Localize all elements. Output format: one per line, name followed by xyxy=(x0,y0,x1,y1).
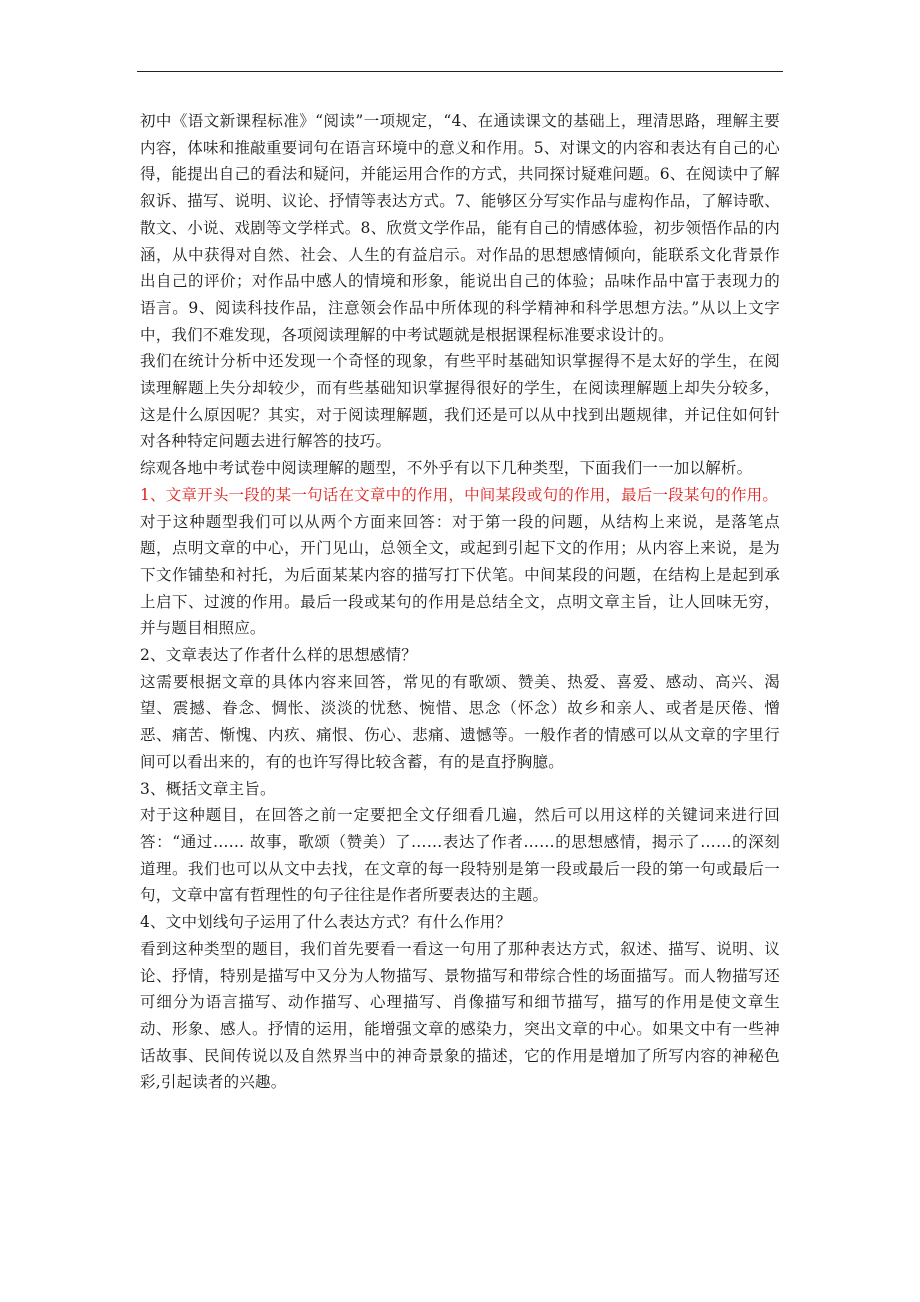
question-type-3-heading: 3、概括文章主旨。 xyxy=(140,779,276,798)
document-body xyxy=(140,108,780,1096)
question-type-2-heading: 2、文章表达了作者什么样的思想感情？ xyxy=(140,646,417,665)
question-type-4-heading: 4、文中划线句子运用了什么表达方式？有什么作用？ xyxy=(140,913,512,932)
paragraph-observation: 我们在统计分析中还发现一个奇怪的现象，有些平时基础知识掌握得不是太好的学生，在阅读理解题上失分却较少，而有些基础知识掌握得很好的学生，在阅读理解题上却失分较多，这是什么原因呢？其实，对于阅读理解题，我们还是可以从中找到出题规律，并记住如何针对各种特定问题去进行解答的技巧。 xyxy=(140,352,780,451)
paragraph-standard-quote: 初中《语文新课程标准》“阅读”一项规定，“4、在通读课文的基础上，理清思路，理解主要内容，体味和推敲重要词句在语言环境中的意义和作用。5、对课文的内容和表达有自己的心得，能提出自己的看法和疑问，并能运用合作的方式，共同探讨疑难问题。6、在阅读中了解叙诉、描写、说明、议论、抒情等表达方式。7、能够区分写实作品与虚构作品，了解诗歌、散文、小说、戏剧等文学样式。8、欣赏文学作品，能有自己的情感体验，初步领悟作品的内涵，从中获得对自然、社会、人生的有益启示。对作品的思想感情倾向，能联系文化背景作出自己的评价；对作品中感人的情境和形象，能说出自己的体验；品味作品中富于表现力的语言。9、阅读科技作品，注意领会作品中所体现的科学精神和科学思想方法。”从以上文字中，我们不难发现，各项阅读理解的中考试题就是根据课程标准要求设计的。 xyxy=(140,112,780,344)
question-type-4-answer: 看到这种类型的题目，我们首先要看一看这一句用了那种表达方式，叙述、描写、说明、议论、抒情，特别是描写中又分为人物描写、景物描写和带综合性的场面描写。而人物描写还可细分为语言描写、动作描写、心理描写、肖像描写和细节描写，描写的作用是使文章生动、形象、感人。抒情的运用，能增强文章的感染力，突出文章的中心。如果文中有一些神话故事、民间传说以及自然界当中的神奇景象的描述，它的作用是增加了所写内容的神秘色彩,引起读者的兴趣。 xyxy=(140,939,780,1092)
question-type-2-answer: 这需要根据文章的具体内容来回答，常见的有歌颂、赞美、热爱、喜爱、感动、高兴、渴望、震撼、眷念、惆怅、淡淡的忧愁、惋惜、思念（怀念）故乡和亲人、或者是厌倦、憎恶、痛苦、惭愧、内疚、痛恨、伤心、悲痛、遗憾等。一般作者的情感可以从文章的字里行间可以看出来的，有的也许写得比较含蓄，有的是直抒胸臆。 xyxy=(140,672,780,771)
question-type-1-answer: 对于这种题型我们可以从两个方面来回答：对于第一段的问题，从结构上来说，是落笔点题，点明文章的中心，开门见山，总领全文，或起到引起下文的作用；从内容上来说，是为下文作铺垫和衬托，为后面某某内容的描写打下伏笔。中间某段的问题，在结构上是起到承上启下、过渡的作用。最后一段或某句的作用是总结全文，点明文章主旨，让人回味无穷，并与题目相照应。 xyxy=(140,512,780,638)
question-type-3-answer: 对于这种题目，在回答之前一定要把全文仔细看几遍，然后可以用这样的关键词来进行回答：“通过…… 故事，歌颂（赞美）了……表达了作者……的思想感情，揭示了……的深刻道理。我们也可以从文中去找，在文章的每一段特别是第一段或最后一段的第一句或最后一句，文章中富有哲理性的句子往往是作者所要表达的主题。 xyxy=(140,806,780,905)
paragraph-overview: 综观各地中考试卷中阅读理解的题型，不外乎有以下几种类型，下面我们一一加以解析。 xyxy=(140,459,753,478)
header-rule xyxy=(137,71,783,72)
question-type-1-heading: 1、文章开头一段的某一句话在文章中的作用，中间某段或句的作用，最后一段某句的作用。 xyxy=(140,485,779,504)
